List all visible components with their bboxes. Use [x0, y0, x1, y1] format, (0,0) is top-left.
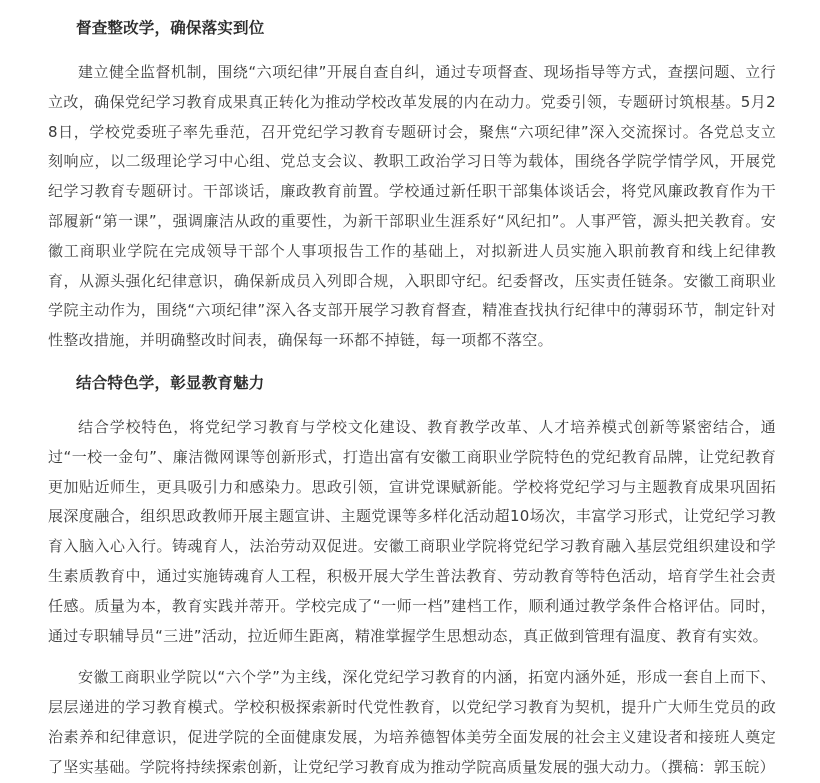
closing-paragraph: 安徽工商职业学院以“六个学”为主线，深化党纪学习教育的内涵，拓宽内涵外延，形成一套自上而下、层层递进的学习教育模式。学校积极探索新时代党性教育，以党纪学习教育为契机，提升广大师生党员的政治素养和纪律意识，促进学院的全面健康发展，为培养德智体美劳全面发展的社会主义建设者和接班人奠定了坚实基础。学院将持续探索创新，让党纪学习教育成为推动学院高质量发展的强大动力。（撰稿：郭玉皖） [48, 668, 776, 776]
section-heading-supervision: 督查整改学，确保落实到位 [76, 19, 265, 37]
section-heading-characteristics: 结合特色学，彰显教育魅力 [76, 373, 265, 392]
section-paragraph-characteristics: 结合学校特色，将党纪学习教育与学校文化建设、教育教学改革、人才培养模式创新等紧密结合，通过“一校一金句”、廉洁微网课等创新形式，打造出富有安徽工商职业学院特色的党纪教育品牌，让党纪教育更加贴近师生，更具吸引力和感染力。思政引领，宣讲党课赋新能。学校将党纪学习与主题教育成果巩固拓展深度融合，组织思政教师开展主题宣讲、主题党课等多样化活动超10场次，丰富学习形式，让党纪学习教育入脑入心入行。铸魂育人，法治劳动双促进。安徽工商职业学院将党纪学习教育融入基层党组织建设和学生素质教育中，通过实施铸魂育人工程，积极开展大学生普法教育、劳动教育等特色活动，培育学生社会责任感。质量为本，教育实践并蒂开。学校完成了“一师一档”建档工作，顺利通过教学条件合格评估。同时，通过专职辅导员“三进”活动，拉近师生距离，精准掌握学生思想动态，真正做到管理有温度、教育有实效。 [48, 417, 776, 645]
section-paragraph-supervision: 建立健全监督机制，围绕“六项纪律”开展自查自纠，通过专项督查、现场指导等方式，查摆问题、立行立改，确保党纪学习教育成果真正转化为推动学校改革发展的内在动力。党委引领，专题研讨筑根基。5月28日，学校党委班子率先垂范，召开党纪学习教育专题研讨会，聚焦“六项纪律”深入交流探讨。各党总支立刻响应，以二级理论学习中心组、党总支会议、教职工政治学习日等为载体，围绕各学院学情学风，开展党纪学习教育专题研讨。干部谈话，廉政教育前置。学校通过新任职干部集体谈话会，将党风廉政教育作为干部履新“第一课”，强调廉洁从政的重要性，为新干部职业生涯系好“风纪扣”。人事严管，源头把关教育。安徽工商职业学院在完成领导干部个人事项报告工作的基础上，对拟新进人员实施入职前教育和线上纪律教育，从源头强化纪律意识，确保新成员入列即合规，入职即守纪。纪委督改，压实责任链条。安徽工商职业学院主动作为，围绕“六项纪律”深入各支部开展学习教育督查，精准查找执行纪律中的薄弱环节，制定针对性整改措施，并明确整改时间表，确保每一环都不掉链，每一项都不落空。 [48, 63, 776, 350]
